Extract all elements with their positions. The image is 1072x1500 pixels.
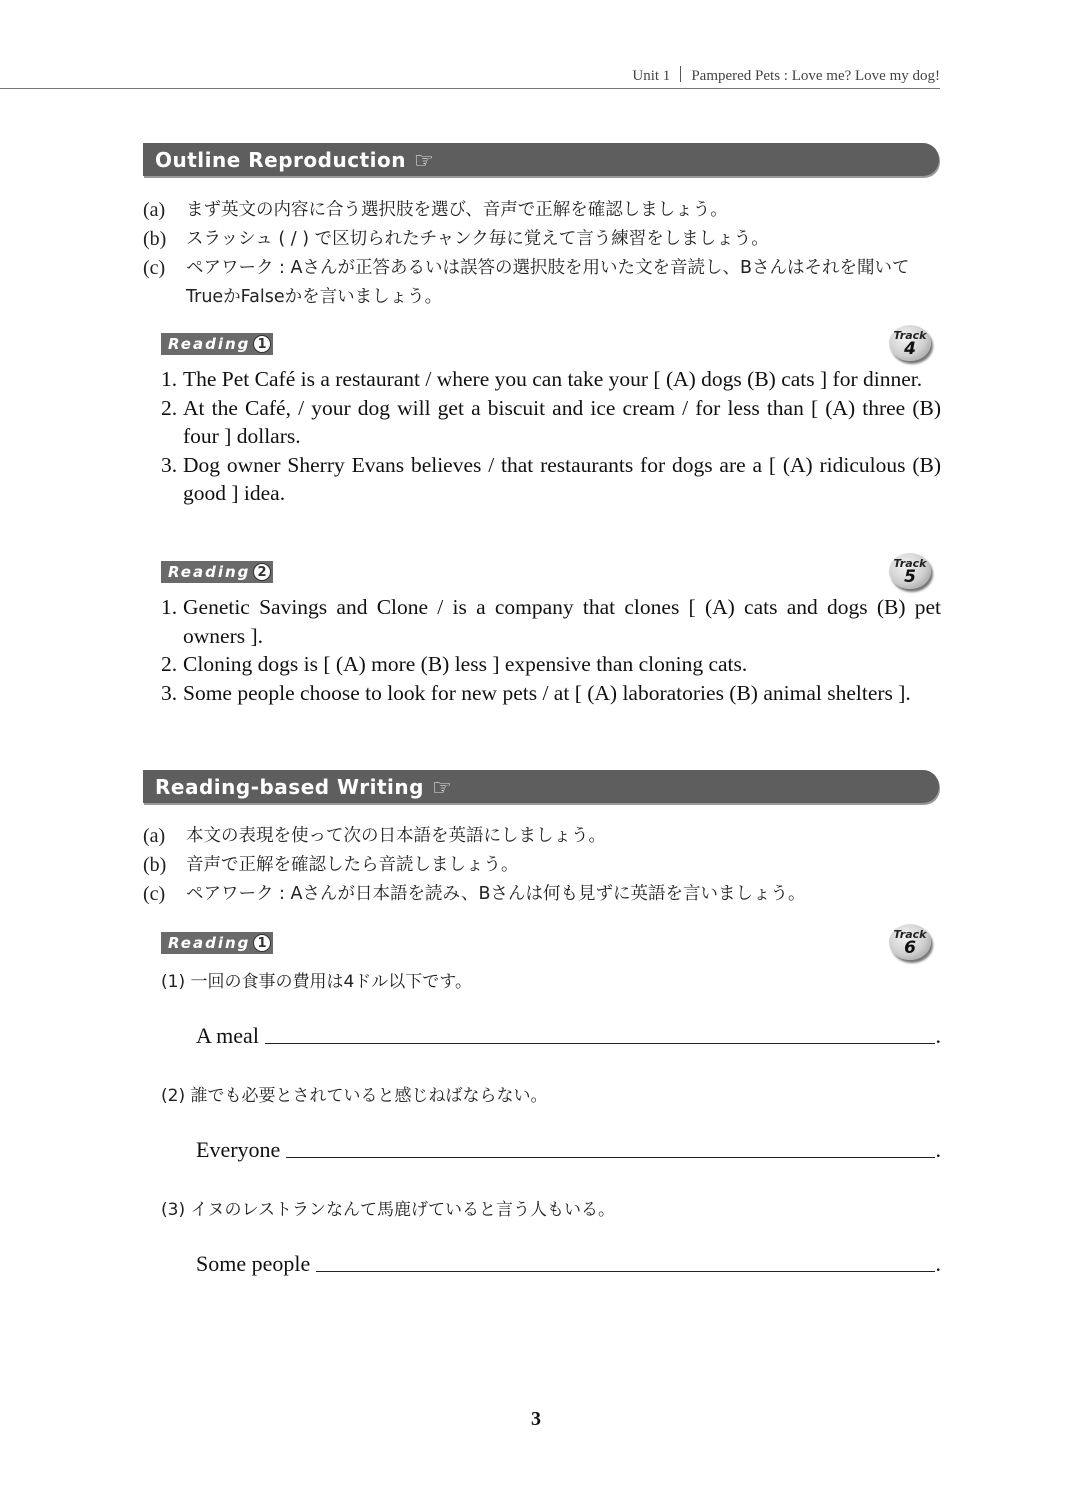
answer-line[interactable]: Some people . [196, 1251, 941, 1276]
answer-blank[interactable] [316, 1270, 934, 1272]
list-item: 2. Cloning dogs is [ (A) more (B) less ] expensive than cloning cats. [161, 652, 748, 676]
reading-number-badge: 1 [253, 934, 271, 952]
list-item: 1. Genetic Savings and Clone / is a company that clones [ (A) cats and dogs (B) pet owners ]. [161, 595, 941, 648]
instruction-a: (a) 本文の表現を使って次の日本語を英語にしましょう。 [143, 825, 606, 847]
unit-title: Pampered Pets : Love me? Love my dog! [691, 68, 940, 84]
reading1-items [161, 365, 941, 508]
reading-tag: Reading 1 [161, 932, 273, 954]
reading-number-badge: 1 [253, 335, 271, 353]
answer-lead: Some people [196, 1251, 311, 1276]
section-title: Outline Reproduction [155, 148, 406, 172]
header-divider [680, 66, 681, 82]
section-title: Reading-based Writing [155, 775, 424, 799]
answer-blank[interactable] [265, 1042, 935, 1044]
answer-line[interactable]: Everyone . [196, 1137, 941, 1162]
reading-number-badge: 2 [253, 563, 271, 581]
pointing-hand-icon: ☞ [431, 776, 453, 801]
reading-tag: Reading 1 [161, 333, 273, 355]
page-number: 3 [531, 1408, 541, 1430]
question-japanese: (3) イヌのレストランなんて馬鹿げていると言う人もいる。 [161, 1200, 615, 1220]
instruction-c: (c) ペアワーク : Aさんが正答あるいは誤答の選択肢を用いた文を音読し、Bさんはそれを聞いてTrueかFalseかを言いましょう。 [143, 257, 910, 307]
track-badge[interactable]: Track 5 [889, 553, 933, 591]
section-bar-reading-based-writing [143, 770, 939, 803]
outline-instructions [143, 196, 941, 312]
track-badge[interactable]: Track 6 [889, 924, 933, 962]
instruction-b: (b) 音声で正解を確認したら音読しましょう。 [143, 854, 519, 876]
unit-label: Unit 1 [632, 68, 671, 84]
question-japanese: (1) 一回の食事の費用は4ドル以下です。 [161, 972, 472, 992]
answer-blank[interactable] [286, 1156, 934, 1158]
section-bar-outline-reproduction [143, 143, 939, 176]
instruction-a: (a) まず英文の内容に合う選択肢を選び、音声で正解を確認しましょう。 [143, 199, 728, 221]
list-item: 2. At the Café, / your dog will get a biscuit and ice cream / for less than [ (A) three (B) four ] dollars. [161, 395, 941, 448]
instruction-c: (c) ペアワーク : Aさんが日本語を読み、Bさんは何も見ずに英語を言いましょう。 [143, 883, 806, 905]
question-japanese: (2) 誰でも必要とされていると感じねばならない。 [161, 1086, 548, 1106]
answer-line[interactable]: A meal . [196, 1023, 941, 1048]
reading-tag: Reading 2 [161, 561, 273, 583]
answer-lead: A meal [196, 1023, 259, 1048]
list-item: 3. Some people choose to look for new pets / at [ (A) laboratories (B) animal shelters ]. [161, 680, 911, 705]
answer-lead: Everyone [196, 1137, 281, 1162]
reading2-items [161, 593, 941, 707]
list-item: 3. Dog owner Sherry Evans believes / that restaurants for dogs are a [ (A) ridiculous (B) good ] idea. [161, 452, 941, 505]
writing-instructions [143, 822, 806, 909]
instruction-b: (b) スラッシュ ( / ) で区切られたチャンク毎に覚えて言う練習をしましょう。 [143, 228, 769, 250]
track-badge[interactable]: Track 4 [889, 325, 933, 363]
header-rule [0, 88, 940, 89]
list-item: 1. The Pet Café is a restaurant / where you can take your [ (A) dogs (B) cats ] for dinner. [161, 367, 923, 391]
running-header [632, 66, 940, 85]
pointing-hand-icon: ☞ [413, 149, 435, 174]
